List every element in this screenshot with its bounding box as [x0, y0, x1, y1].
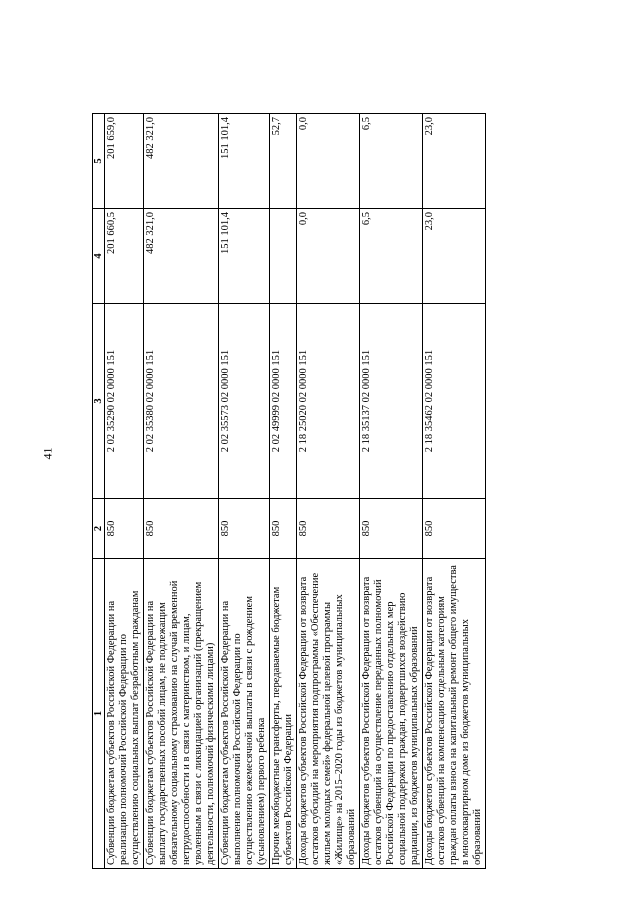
row-value-col5: 6,5 [359, 113, 422, 208]
row-description: Субвенции бюджетам субъектов Российской Федерации на выплату государственных пособий лицам, не подлежащим обязательному социальному страхованию на случай временной нетрудоспособности и в связи с материнством, и лицам, уволенным в связи с ликвидацией организаций (прекращением деятельности, полномочий физическими лицами) [143, 558, 218, 868]
column-header: 2 [92, 498, 104, 558]
row-budget-code: 2 02 35573 02 0000 151 [218, 303, 269, 498]
row-admin-code: 850 [359, 498, 422, 558]
row-admin-code: 850 [143, 498, 218, 558]
row-admin-code: 850 [104, 498, 143, 558]
row-value-col4: 482 321,0 [143, 208, 218, 303]
row-value-col5: 23,0 [422, 113, 485, 208]
page-number: 41 [40, 447, 55, 460]
table-row [296, 113, 359, 868]
row-admin-code: 850 [218, 498, 269, 558]
row-value-col4: 6,5 [359, 208, 422, 303]
row-value-col4 [269, 208, 296, 303]
table-row [218, 113, 269, 868]
row-description: Субвенции бюджетам субъектов Российской Федерации на выполнение полномочий Российской Федерации по осуществлению ежемесячной выплаты в связи с рождением (усыновлением) первого ребенка [218, 558, 269, 868]
row-value-col4: 0,0 [296, 208, 359, 303]
row-admin-code: 850 [422, 498, 485, 558]
table-row [104, 113, 143, 868]
budget-table [92, 113, 486, 869]
budget-table-container [92, 114, 549, 869]
table-row [143, 113, 218, 868]
row-budget-code: 2 18 25020 02 0000 151 [296, 303, 359, 498]
row-budget-code: 2 02 35290 02 0000 151 [104, 303, 143, 498]
row-value-col5: 0,0 [296, 113, 359, 208]
row-description: Доходы бюджетов субъектов Российской Федерации от возврата остатков субсидий на мероприятия подпрограммы «Обеспечение жильем молодых семей» федеральной целевой программы «Жилище» на 2015–2020 годы из бюджетов муниципальных образований [296, 558, 359, 868]
column-header: 3 [92, 303, 104, 498]
row-value-col5: 201 659,0 [104, 113, 143, 208]
table-header-row [92, 113, 104, 868]
row-value-col4: 201 660,5 [104, 208, 143, 303]
row-value-col5: 151 101,4 [218, 113, 269, 208]
row-admin-code: 850 [269, 498, 296, 558]
column-header: 5 [92, 113, 104, 208]
table-row [359, 113, 422, 868]
row-value-col4: 151 101,4 [218, 208, 269, 303]
row-budget-code: 2 18 35137 02 0000 151 [359, 303, 422, 498]
row-admin-code: 850 [296, 498, 359, 558]
row-value-col5: 52,7 [269, 113, 296, 208]
row-budget-code: 2 02 35380 02 0000 151 [143, 303, 218, 498]
column-header: 1 [92, 558, 104, 868]
table-row [422, 113, 485, 868]
column-header: 4 [92, 208, 104, 303]
row-description: Прочие межбюджетные трансферты, передаваемые бюджетам субъектов Российской Федерации [269, 558, 296, 868]
row-description: Субвенции бюджетам субъектов Российской Федерации на реализацию полномочий Российской Федерации по осуществлению социальных выплат безработным гражданам [104, 558, 143, 868]
row-value-col4: 23,0 [422, 208, 485, 303]
row-description: Доходы бюджетов субъектов Российской Федерации от возврата остатков субвенций на компенсацию отдельным категориям граждан оплаты взноса на капитальный ремонт общего имущества в многоквартирном доме из бюджетов муниципальных образований [422, 558, 485, 868]
row-budget-code: 2 02 49999 02 0000 151 [269, 303, 296, 498]
table-row [269, 113, 296, 868]
row-budget-code: 2 18 35462 02 0000 151 [422, 303, 485, 498]
row-value-col5: 482 321,0 [143, 113, 218, 208]
row-description: Доходы бюджетов субъектов Российской Федерации от возврата остатков субвенций на осуществление переданных полномочий Российской Федерации по предоставлению отдельных мер социальной поддержки граждан, подвергшихся воздействию радиации, из бюджетов муниципальных образований [359, 558, 422, 868]
